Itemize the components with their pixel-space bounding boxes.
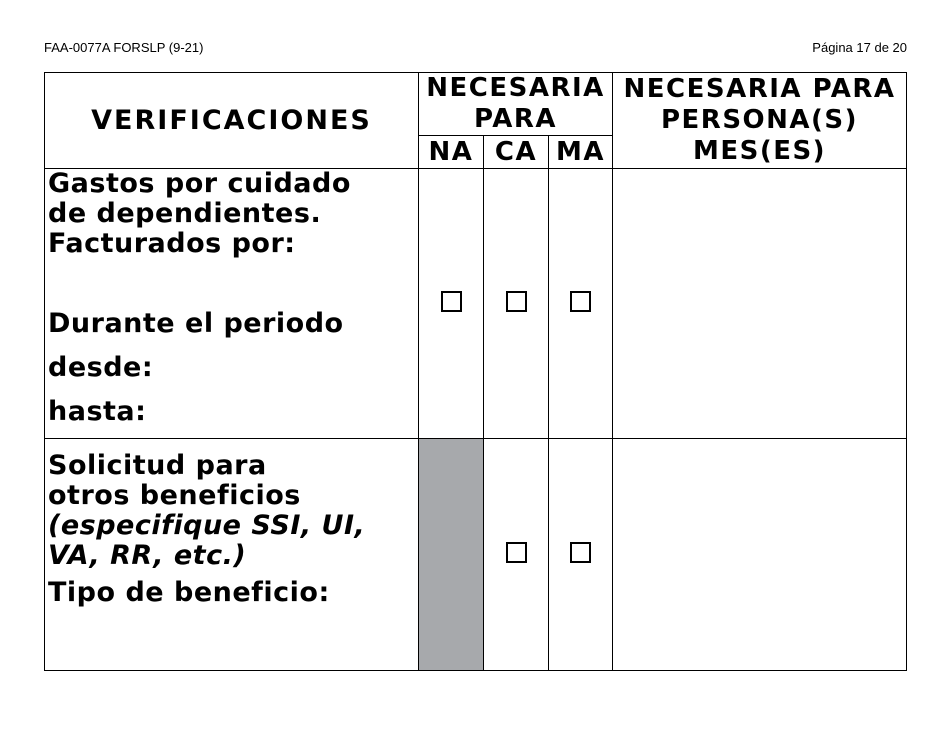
row-text-line: Gastos por cuidado	[48, 168, 351, 199]
na-cell	[419, 169, 484, 439]
ca-cell	[484, 439, 549, 671]
header-na: NA	[419, 136, 484, 169]
header-verificaciones: VERIFICACIONES	[45, 73, 419, 169]
page-number: Página 17 de 20	[812, 40, 907, 55]
row-text-line: Tipo de beneficio:	[48, 577, 330, 608]
row-text-line: (especifique SSI, UI,	[48, 510, 366, 541]
row-text-line: hasta:	[48, 396, 147, 427]
table-row	[45, 439, 907, 671]
personas-meses-field[interactable]	[613, 169, 907, 439]
ma-checkbox[interactable]	[570, 291, 591, 312]
na-shaded-cell	[419, 439, 484, 671]
header-necesaria-para: NECESARIA PARA	[419, 73, 613, 136]
table-row	[45, 169, 907, 439]
ma-cell	[549, 439, 613, 671]
row-text-line: de dependientes.	[48, 198, 322, 229]
ca-checkbox[interactable]	[506, 291, 527, 312]
header-personas-meses: NECESARIA PARA PERSONA(S) MES(ES)	[613, 73, 907, 169]
header-ma: MA	[549, 136, 613, 169]
na-checkbox[interactable]	[441, 291, 462, 312]
header-ca: CA	[484, 136, 549, 169]
form-id: FAA-0077A FORSLP (9-21)	[44, 40, 204, 55]
ca-cell	[484, 169, 549, 439]
row-description	[45, 169, 419, 439]
row-text-line: Durante el periodo	[48, 308, 344, 339]
row-text-line: otros beneficios	[48, 480, 301, 511]
personas-meses-field[interactable]	[613, 439, 907, 671]
row-text-line: VA, RR, etc.)	[48, 540, 247, 571]
ma-checkbox[interactable]	[570, 542, 591, 563]
verification-table	[44, 72, 907, 671]
row-description	[45, 439, 419, 671]
row-text-line: Solicitud para	[48, 450, 267, 481]
ma-cell	[549, 169, 613, 439]
row-text-line: Facturados por:	[48, 228, 296, 259]
ca-checkbox[interactable]	[506, 542, 527, 563]
row-text-line: desde:	[48, 352, 154, 383]
